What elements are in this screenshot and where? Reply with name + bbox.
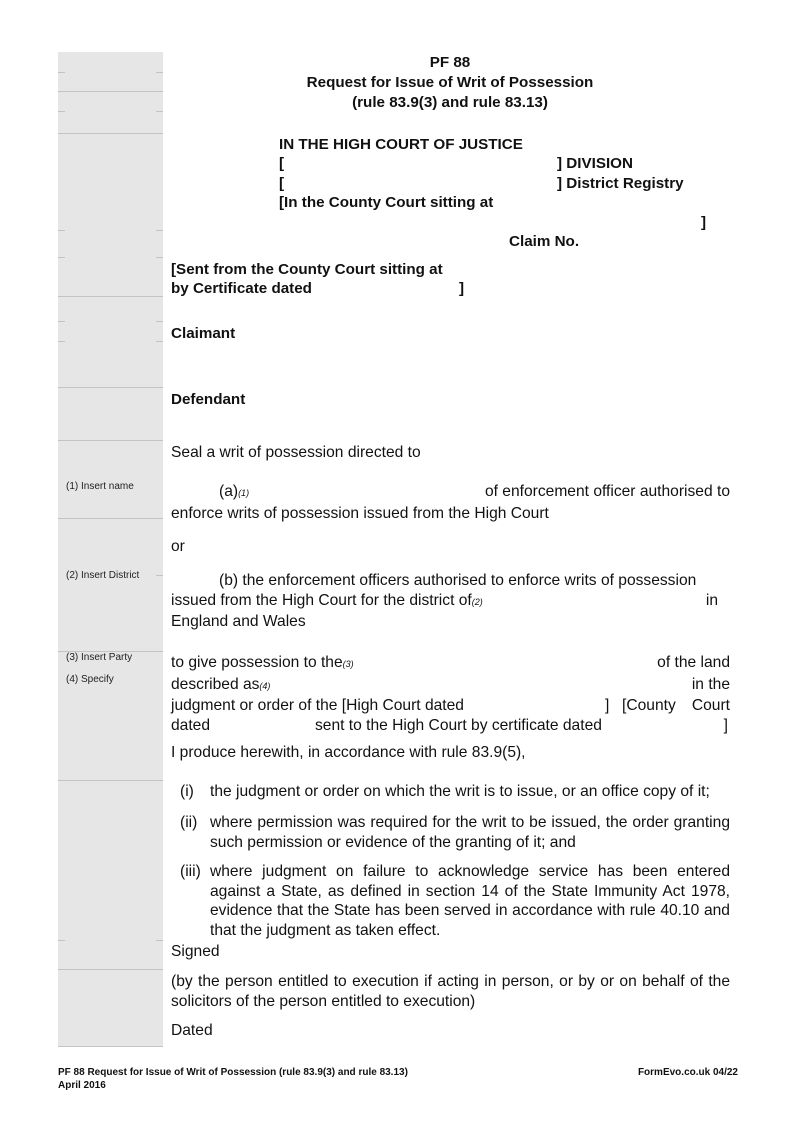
margin-notes-column: [58, 52, 163, 1047]
document-item-number: (ii): [180, 814, 198, 831]
signed-label: Signed: [171, 943, 220, 960]
margin-tick: [58, 72, 65, 73]
county-court-dated: dated: [171, 716, 211, 734]
signed-note: (by the person entitled to execution if acting in person, or by or on behalf of the solicitors of the person entitled to execution): [171, 973, 730, 1010]
document-item: [180, 862, 730, 940]
option-b: [171, 571, 730, 632]
footnote-ref-1: (1): [238, 488, 250, 498]
option-b-line2: issued from the High Court for the district of: [171, 591, 472, 609]
option-b-line1: (b) the enforcement officers authorised to enforce writs of possession: [219, 572, 697, 589]
margin-divider: [58, 780, 163, 781]
sent-from-label: [Sent from the County Court sitting at: [171, 261, 443, 278]
margin-tick: [156, 341, 163, 342]
margin-tick: [156, 230, 163, 231]
certificate-bracket: ]: [723, 716, 728, 734]
county-court-label: [In the County Court sitting at: [279, 194, 494, 211]
margin-divider: [58, 1046, 163, 1047]
possession-in-the: in the: [691, 675, 730, 693]
form-code: PF 88: [429, 54, 471, 71]
high-court-dated: judgment or order of the [High Court dated: [171, 697, 464, 714]
margin-divider: [58, 969, 163, 970]
option-a-text: of enforcement officer authorised to: [484, 483, 730, 500]
or-label: or: [171, 538, 185, 555]
division-bracket-open: [: [279, 155, 285, 172]
margin-divider: [58, 296, 163, 297]
margin-tick: [58, 341, 65, 342]
district-registry-label: ] District Registry: [557, 175, 684, 192]
margin-tick: [58, 940, 65, 941]
margin-note-specify: (4) Specify: [66, 674, 114, 685]
certificate-bracket-close: ]: [459, 280, 465, 297]
document-item-number: (iii): [180, 863, 201, 880]
county-court-bracket-close: ]: [701, 214, 707, 231]
option-b-in: in: [705, 591, 718, 609]
footer-date: April 2016: [58, 1080, 106, 1091]
footnote-ref-2: (2): [471, 596, 483, 607]
county-court-open: [County: [622, 697, 676, 714]
document-item-text: where permission was required for the writ to be issued, the order granting such permission or evidence of the granting of it; and: [210, 814, 730, 851]
possession-line1: to give possession to the: [171, 654, 343, 671]
footnote-ref-3: (3): [342, 659, 354, 669]
court-heading: IN THE HIGH COURT OF JUSTICE: [279, 136, 523, 153]
margin-divider: [58, 518, 163, 519]
form-title: Request for Issue of Writ of Possession: [306, 74, 594, 91]
margin-tick: [58, 230, 65, 231]
document-item-number: (i): [180, 783, 194, 800]
claim-no-label: Claim No.: [509, 233, 580, 250]
possession-paragraph: [171, 653, 730, 735]
sent-to-high-court: sent to the High Court by certificate dated: [315, 716, 602, 734]
document-item: [180, 782, 730, 802]
margin-note-insert-name: (1) Insert name: [66, 481, 134, 492]
produce-intro: I produce herewith, in accordance with rule 83.9(5),: [171, 744, 526, 761]
option-a-text-line2: enforce writs of possession issued from the High Court: [171, 504, 549, 522]
registry-bracket-open: [: [279, 175, 285, 192]
possession-line2: described as: [171, 675, 260, 693]
margin-divider: [58, 387, 163, 388]
possession-of-land: of the land: [657, 654, 730, 671]
document-item-text: where judgment on failure to acknowledge service has been entered against a State, as defined in section 14 of the State Immunity Act 1978, evidence that the State has been served in accordance with rule 40.10 and that the judgment as taken effect.: [210, 863, 730, 939]
high-court-bracket-close: ]: [605, 697, 610, 714]
seal-intro: Seal a writ of possession directed to: [171, 444, 421, 461]
margin-note-insert-party: (3) Insert Party: [66, 652, 133, 663]
form-rules: (rule 83.9(3) and rule 83.13): [352, 94, 548, 111]
claimant-label: Claimant: [171, 325, 236, 342]
county-court-word: Court: [691, 697, 730, 714]
margin-tick: [156, 321, 163, 322]
document-item: [180, 813, 730, 852]
margin-note-insert-district: (2) Insert District: [66, 570, 140, 581]
option-a: [171, 482, 730, 523]
margin-tick: [156, 257, 163, 258]
margin-divider: [58, 91, 163, 92]
division-label: ] DIVISION: [557, 155, 633, 172]
margin-tick: [156, 111, 163, 112]
footer-source: FormEvo.co.uk 04/22: [637, 1067, 738, 1078]
defendant-label: Defendant: [171, 391, 246, 408]
margin-tick: [156, 940, 163, 941]
option-b-line3: England and Wales: [171, 613, 306, 630]
certificate-dated-label: by Certificate dated: [171, 280, 312, 297]
footer-form-title: PF 88 Request for Issue of Writ of Possession (rule 83.9(3) and rule 83.13): [58, 1067, 408, 1078]
option-a-prefix: (a): [219, 483, 239, 500]
margin-tick: [156, 72, 163, 73]
document-item-text: the judgment or order on which the writ is to issue, or an office copy of it;: [210, 783, 710, 800]
dated-label: Dated: [171, 1022, 213, 1039]
margin-tick: [58, 111, 65, 112]
footnote-ref-4: (4): [259, 680, 271, 691]
margin-divider: [58, 440, 163, 441]
margin-divider: [58, 133, 163, 134]
margin-tick: [58, 321, 65, 322]
margin-tick: [156, 575, 163, 576]
margin-tick: [58, 257, 65, 258]
